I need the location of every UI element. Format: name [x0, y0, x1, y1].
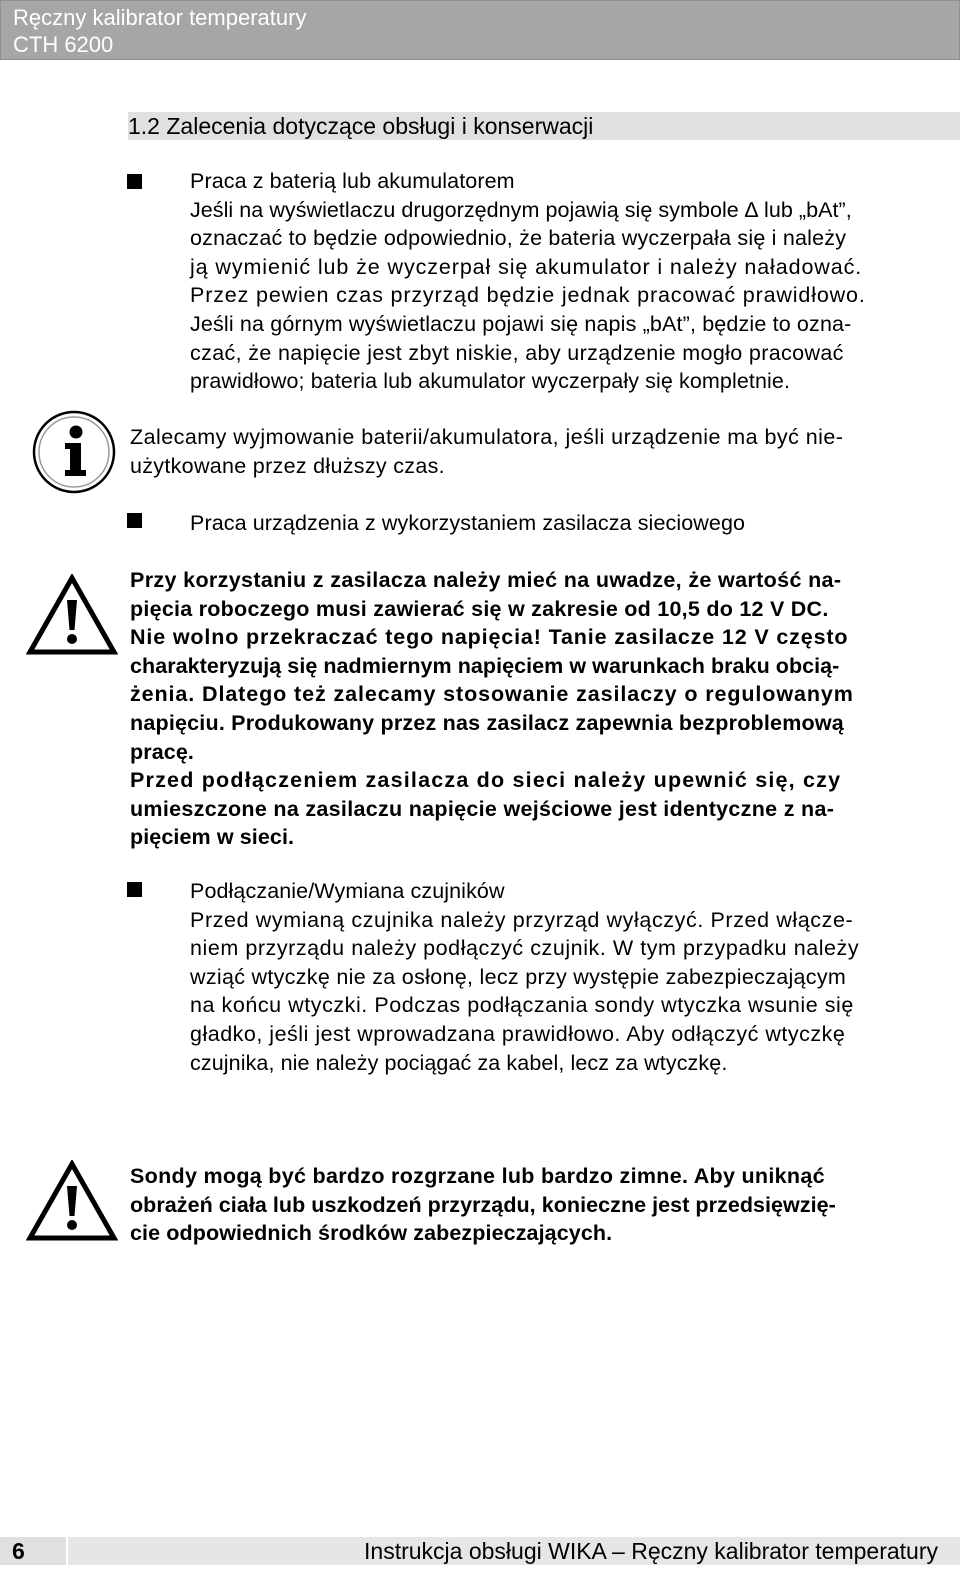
warning-line: pięciem w sieci. — [130, 825, 295, 850]
warning-line: umieszczone na zasilaczu napięcie wejściowe jest identyczne z na- — [130, 796, 835, 821]
header-model: CTH 6200 — [13, 32, 114, 57]
footer-title: Instrukcja obsługi WIKA – Ręczny kalibrator temperatury — [364, 1538, 938, 1564]
warning-line: obrażeń ciała lub uszkodzeń przyrządu, konieczne jest przedsięwzię- — [130, 1192, 836, 1217]
warning-line: charakteryzują się nadmiernym napięciem w warunkach braku obcią- — [130, 653, 840, 678]
sensors-line: gładko, jeśli jest wprowadzana prawidłowo. Aby odłączyć wtyczkę — [190, 1021, 846, 1046]
warning-line: napięciu. Produkowany przez nas zasilacz zapewnia bezproblemową — [130, 710, 844, 735]
warning-line: Sondy mogą być bardzo rozgrzane lub bardzo zimne. Aby uniknąć — [130, 1164, 825, 1188]
battery-line: Przez pewien czas przyrząd będzie jednak pracować prawidłowo. — [190, 283, 866, 308]
warning-line: Przy korzystaniu z zasilacza należy mieć na uwadze, że wartość na- — [130, 568, 842, 592]
battery-line: prawidłowo; bateria lub akumulator wyczerpały się kompletnie. — [190, 369, 791, 394]
sensors-block — [190, 877, 950, 1077]
sensors-line: niem przyrządu należy podłączyć czujnik. W tym przypadku należy — [190, 936, 860, 961]
section-title: 1.2 Zalecenia dotyczące obsługi i konserwacji — [128, 113, 594, 139]
section-heading-bar — [128, 112, 960, 140]
warning-line: Przed podłączeniem zasilacza do sieci należy upewnić się, czy — [130, 768, 842, 793]
sensors-heading: Podłączanie/Wymiana czujników — [190, 879, 505, 903]
warning-line: pięcia roboczego musi zawierać się w zakresie od 10,5 do 12 V DC. — [130, 596, 829, 621]
square-bullet-icon — [127, 882, 142, 897]
document-header — [0, 0, 960, 60]
footer-bar — [68, 1537, 960, 1565]
warning-icon — [26, 574, 118, 656]
info-line: użytkowane przez dłuższy czas. — [130, 453, 445, 478]
sensors-line: Przed wymianą czujnika należy przyrząd wyłączyć. Przed włącze- — [190, 907, 854, 932]
battery-block — [190, 167, 950, 396]
info-note — [130, 423, 950, 480]
battery-line: czać, że napięcie jest zbyt niskie, aby urządzenie mogło pracować — [190, 340, 844, 365]
battery-heading: Praca z baterią lub akumulatorem — [190, 169, 515, 193]
battery-line: oznaczać to będzie odpowiednio, że bateria wyczerpała się i należy — [190, 226, 847, 251]
warning-line: cie odpowiednich środków zabezpieczających. — [130, 1221, 613, 1246]
sensors-line: czujnika, nie należy pociągać za kabel, lecz za wtyczkę. — [190, 1050, 728, 1075]
header-title: Ręczny kalibrator temperatury — [13, 5, 307, 30]
battery-line: Jeśli na górnym wyświetlaczu pojawi się napis „bAt”, będzie to ozna- — [190, 311, 852, 336]
sensors-line: wziąć wtyczkę nie za osłonę, lecz przy występie zabezpieczającym — [190, 964, 847, 989]
info-line: Zalecamy wyjmowanie baterii/akumulatora, jeśli urządzenie ma być nie- — [130, 425, 844, 449]
sensors-line: na końcu wtyczki. Podczas podłączania sondy wtyczka wsunie się — [190, 993, 854, 1018]
warning-line: Nie wolno przekraczać tego napięcia! Tanie zasilacze 12 V często — [130, 625, 849, 650]
power-supply-block — [190, 509, 950, 538]
warning-sensor-text — [130, 1162, 950, 1248]
square-bullet-icon — [127, 174, 142, 189]
power-supply-heading: Praca urządzenia z wykorzystaniem zasilacza sieciowego — [190, 511, 746, 535]
warning-line: pracę. — [130, 739, 194, 764]
battery-line: ją wymienić lub że wyczerpał się akumulator i należy naładować. — [190, 254, 863, 279]
battery-line: Jeśli na wyświetlaczu drugorzędnym pojawią się symbole ∆ lub „bAt”, — [190, 197, 852, 222]
warning-line: żenia. Dlatego też zalecamy stosowanie zasilaczy o regulowanym — [130, 682, 854, 707]
square-bullet-icon — [127, 513, 142, 528]
page-number: 6 — [12, 1538, 25, 1564]
warning-power-text — [130, 566, 950, 852]
warning-icon — [26, 1160, 118, 1242]
info-icon — [30, 408, 118, 496]
page-number-box — [0, 1537, 66, 1565]
